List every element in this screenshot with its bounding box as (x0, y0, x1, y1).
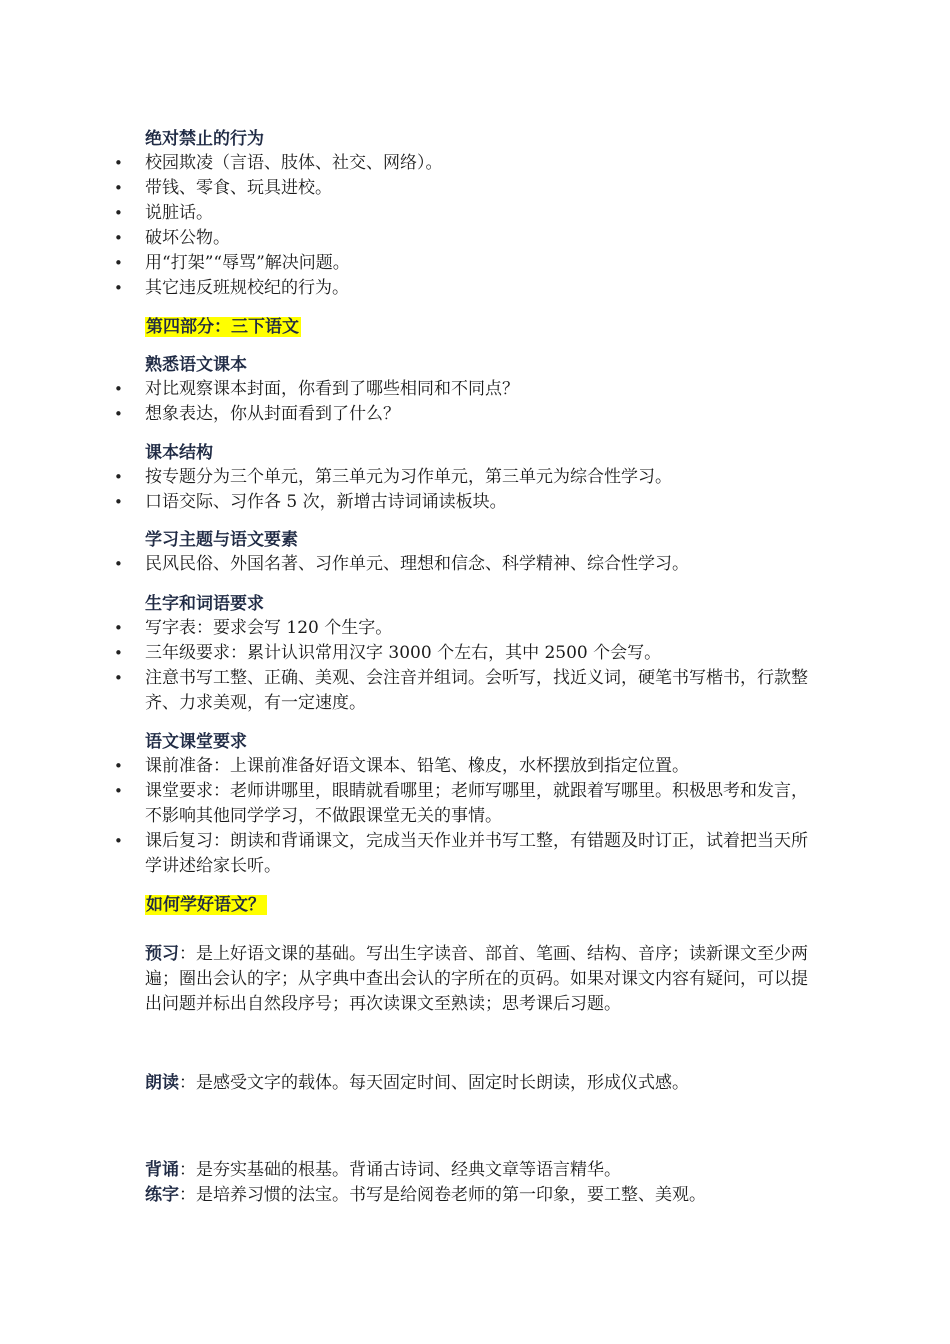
list-item: • 口语交际、习作各 5 次，新增古诗词诵读板块。 (145, 490, 810, 515)
paragraph-reading-aloud (145, 1071, 810, 1096)
list-item: • 按专题分为三个单元，第三单元为习作单元，第三单元为综合性学习。 (145, 465, 810, 490)
section-learning-themes (145, 528, 810, 577)
section-character-requirements (145, 592, 810, 716)
bullet-list (145, 377, 810, 427)
part-title-block (145, 893, 810, 917)
paragraph-text: ：是夯实基础的根基。背诵古诗词、经典文章等语言精华。 (179, 1160, 621, 1180)
part-title: 第四部分：三下语文 (146, 317, 299, 337)
section-textbook-familiarity (145, 353, 810, 427)
list-item: • 对比观察课本封面，你看到了哪些相同和不同点？ (145, 377, 810, 402)
list-item: • 写字表：要求会写 120 个生字。 (145, 616, 810, 641)
section-heading: 绝对禁止的行为 (145, 129, 264, 149)
list-item: • 课后复习：朗读和背诵课文，完成当天作业并书写工整，有错题及时订正，试着把当天所学讲述给家长听。 (145, 829, 810, 879)
list-item: • 课前准备：上课前准备好语文课本、铅笔、橡皮，水杯摆放到指定位置。 (145, 754, 810, 779)
bullet-list (145, 465, 810, 515)
part-title: 如何学好语文？ (146, 895, 265, 915)
section-textbook-structure (145, 441, 810, 515)
list-item: • 说脏话。 (145, 201, 810, 226)
paragraph-label: 背诵 (145, 1160, 179, 1180)
list-item: • 三年级要求：累计认识常用汉字 3000 个左右，其中 2500 个会写。 (145, 641, 810, 666)
section-classroom-requirements (145, 730, 810, 879)
bullet-list (145, 552, 810, 577)
bullet-list (145, 151, 810, 301)
bullet-list (145, 754, 810, 879)
list-item: • 民风民俗、外国名著、习作单元、理想和信念、科学精神、综合性学习。 (145, 552, 810, 577)
list-item: • 课堂要求：老师讲哪里，眼睛就看哪里；老师写哪里，就跟着写哪里。积极思考和发言，不影响其他同学学习，不做跟课堂无关的事情。 (145, 779, 810, 829)
section-heading: 熟悉语文课本 (145, 355, 247, 375)
paragraph-label: 朗读 (145, 1073, 179, 1093)
paragraph-label: 练字 (145, 1185, 179, 1205)
section-heading: 生字和词语要求 (145, 594, 264, 614)
paragraph-text: ：是上好语文课的基础。写出生字读音、部首、笔画、结构、音序；读新课文至少两遍；圈出会认的字；从字典中查出会认的字所在的页码。如果对课文内容有疑问，可以提出问题并标出自然段序号；再次读课文至熟读；思考课后习题。 (145, 944, 808, 1014)
section-heading: 语文课堂要求 (145, 732, 247, 752)
list-item: • 校园欺凌（言语、肢体、社交、网络）。 (145, 151, 810, 176)
paragraph-label: 预习 (145, 944, 179, 964)
list-item: • 其它违反班规校纪的行为。 (145, 276, 810, 301)
paragraph-text: ：是感受文字的载体。每天固定时间、固定时长朗读，形成仪式感。 (179, 1073, 689, 1093)
list-item: • 想象表达，你从封面看到了什么？ (145, 402, 810, 427)
section-heading: 课本结构 (145, 443, 213, 463)
section-heading: 学习主题与语文要素 (145, 530, 298, 550)
part-title-block (145, 315, 810, 339)
list-item: • 破坏公物。 (145, 226, 810, 251)
paragraph-preview (145, 942, 810, 1017)
paragraph-handwriting (145, 1183, 810, 1208)
list-item: • 用“打架”“辱骂”解决问题。 (145, 251, 810, 276)
paragraph-text: ：是培养习惯的法宝。书写是给阅卷老师的第一印象，要工整、美观。 (179, 1185, 706, 1205)
section-prohibited-behaviors (145, 127, 810, 301)
list-item: • 注意书写工整、正确、美观、会注音并组词。会听写，找近义词，硬笔书写楷书，行款整齐、力求美观，有一定速度。 (145, 666, 810, 716)
paragraph-recitation (145, 1158, 810, 1183)
list-item: • 带钱、零食、玩具进校。 (145, 176, 810, 201)
bullet-list (145, 616, 810, 716)
